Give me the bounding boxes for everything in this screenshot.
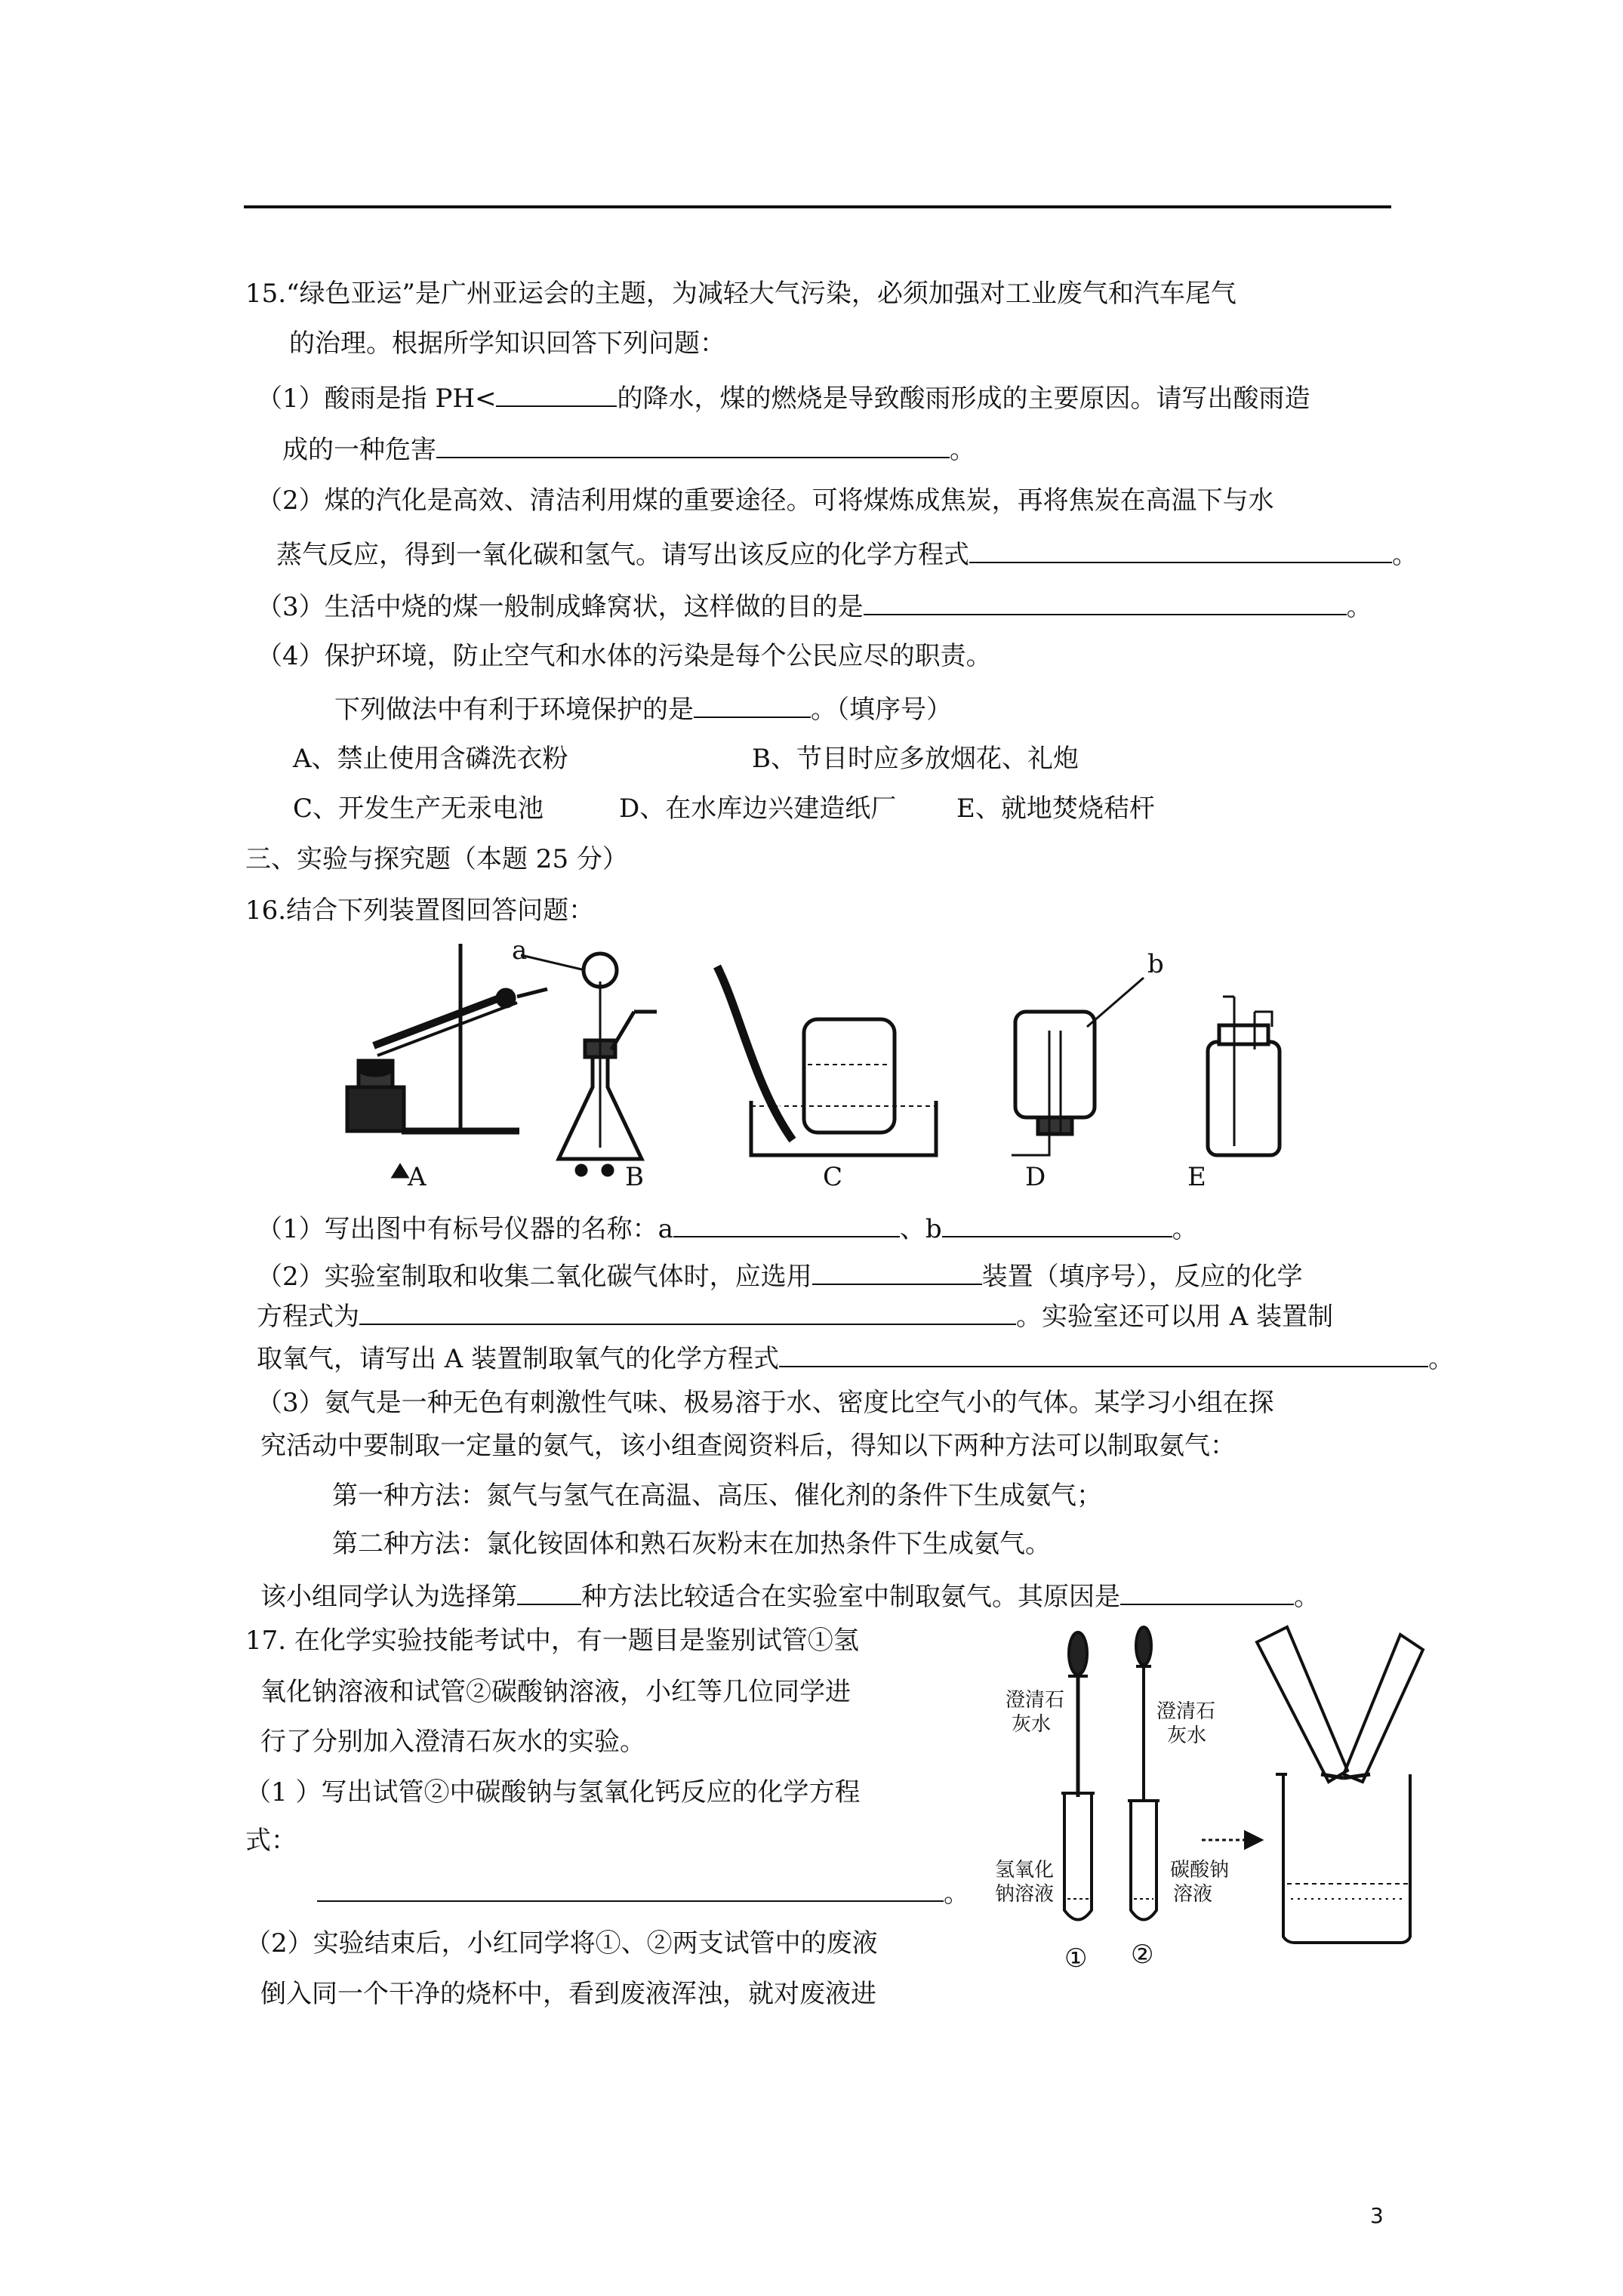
answer-blank-reason[interactable]	[1120, 1578, 1294, 1605]
q17-line2: 氧化钠溶液和试管②碳酸钠溶液，小红等几位同学进	[260, 1677, 851, 1707]
q15-part1-cont: 成的一种危害 。	[282, 431, 975, 466]
test-tube-figure	[989, 1620, 1427, 1989]
answer-blank-instrument-a[interactable]	[673, 1210, 900, 1237]
q16-p2-text-b: 装置（填序号），反应的化学	[981, 1262, 1303, 1292]
header-rule	[244, 205, 1391, 208]
option-b: B、节目时应多放烟花、礼炮	[752, 744, 1079, 774]
q16-p2-text-d: 。实验室还可以用 A 装置制	[1016, 1302, 1334, 1332]
apparatus-a-image	[347, 944, 547, 1176]
label-a: A	[408, 1162, 427, 1192]
label-naoh-line1: 氢氧化	[995, 1859, 1055, 1881]
answer-blank-co2-equation[interactable]	[359, 1298, 1016, 1325]
label-tube-1: ①	[1064, 1943, 1088, 1974]
q15-part4-cont	[334, 691, 952, 726]
q15-p2-text-b: 蒸气反应，得到一氧化碳和氢气。请写出该反应的化学方程式	[276, 540, 969, 570]
q16-p2-text-c: 方程式为	[257, 1302, 359, 1332]
label-e: E	[1187, 1162, 1206, 1192]
marker-b: b	[1147, 949, 1164, 979]
q16-concl-text-a: 该小组同学认为选择第	[260, 1582, 517, 1612]
answer-blank-purpose[interactable]	[864, 588, 1347, 615]
apparatus-d-image	[1012, 978, 1144, 1155]
q15-p4-text-a: 下列做法中有利于环境保护的是	[334, 695, 694, 725]
q16-intro: 16.结合下列装置图回答问题：	[245, 895, 595, 926]
q15-part2: （2）煤的汽化是高效、清洁利用煤的重要途径。可将煤炼成焦炭，再将焦炭在高温下与水	[257, 485, 1274, 516]
answer-blank-choice[interactable]	[694, 691, 811, 718]
label-naoh-line2: 钠溶液	[995, 1883, 1055, 1906]
q16-p2-text-a: （2）实验室制取和收集二氧化碳气体时，应选用	[257, 1262, 812, 1292]
q15-p1-text-a: （1）酸雨是指 PH<	[257, 384, 497, 414]
answer-blank-method[interactable]	[517, 1578, 581, 1605]
q16-conclusion: 该小组同学认为选择第 种方法比较适合在实验室中制取氨气。其原因是 。	[260, 1578, 1320, 1613]
label-na2co3-line1: 碳酸钠	[1170, 1859, 1230, 1881]
q16-p1-text-b: 、b	[899, 1214, 942, 1244]
label-b: B	[625, 1162, 644, 1192]
q15-p1-text-c: 成的一种危害	[282, 435, 436, 465]
q17-part1-cont: 式：	[245, 1826, 297, 1856]
section-heading: 三、实验与探究题（本题 25 分）	[245, 844, 628, 874]
label-limewater-1-line1: 澄清石	[1006, 1689, 1065, 1712]
q16-p1-text-a: （1）写出图中有标号仪器的名称：a	[257, 1214, 673, 1244]
q17-line1: 17. 在化学实验技能考试中，有一题目是鉴别试管①氢	[245, 1626, 859, 1656]
label-tube-2: ②	[1131, 1940, 1154, 1970]
q15-line2: 的治理。根据所学知识回答下列问题：	[289, 328, 725, 359]
answer-blank-device[interactable]	[812, 1258, 982, 1285]
q17-line3: 行了分别加入澄清石灰水的实验。	[260, 1727, 645, 1757]
q16-part1: （1）写出图中有标号仪器的名称：a 、b 。	[257, 1210, 1198, 1245]
answer-blank-na2co3-equation[interactable]	[317, 1875, 944, 1902]
page-number: 3	[1370, 2203, 1384, 2228]
apparatus-figure	[332, 936, 1298, 1193]
q15-p3-text: （3）生活中烧的煤一般制成蜂窝状，这样做的目的是	[257, 592, 864, 622]
label-limewater-2-line1: 澄清石	[1156, 1700, 1216, 1723]
q15-part3: （3）生活中烧的煤一般制成蜂窝状，这样做的目的是 。	[257, 588, 1372, 623]
q16-p2-text-e: 取氧气，请写出 A 装置制取氧气的化学方程式	[257, 1344, 780, 1374]
q15-p1-text-b: 的降水，煤的燃烧是导致酸雨形成的主要原因。请写出酸雨造	[617, 384, 1310, 414]
method-two: 第二种方法：氯化铵固体和熟石灰粉末在加热条件下生成氨气。	[332, 1529, 1051, 1559]
q16-part3-cont: 究活动中要制取一定量的氨气，该小组查阅资料后，得知以下两种方法可以制取氨气：	[260, 1431, 1236, 1461]
q16-part2	[257, 1258, 1303, 1293]
q17-part1: （1 ）写出试管②中碳酸钠与氢氧化钙反应的化学方程	[245, 1777, 861, 1808]
answer-blank-ph[interactable]	[496, 380, 617, 407]
option-d: D、在水库边兴建造纸厂	[619, 794, 897, 824]
q16-concl-text-b: 种方法比较适合在实验室中制取氨气。其原因是	[581, 1582, 1120, 1612]
label-na2co3-line2: 溶液	[1173, 1883, 1213, 1906]
q15-line1: 15.“绿色亚运”是广州亚运会的主题，为减轻大气污染，必须加强对工业废气和汽车尾气	[245, 279, 1236, 309]
answer-blank-harm[interactable]	[436, 431, 950, 458]
apparatus-e-image	[1208, 997, 1280, 1155]
option-c: C、开发生产无汞电池	[293, 794, 544, 824]
q17-part2: （2）实验结束后，小红同学将①、②两支试管中的废液	[245, 1928, 878, 1959]
q17-answer-line: 。	[317, 1875, 969, 1909]
option-a: A、禁止使用含磷洗衣粉	[293, 744, 568, 774]
marker-a: a	[512, 936, 528, 966]
answer-blank-equation-coal[interactable]	[969, 536, 1392, 563]
answer-blank-instrument-b[interactable]	[942, 1210, 1172, 1237]
q15-part1	[257, 380, 1310, 415]
q16-part3: （3）氨气是一种无色有刺激性气味、极易溶于水、密度比空气小的气体。某学习小组在探	[257, 1388, 1274, 1418]
label-c: C	[823, 1162, 843, 1192]
method-one: 第一种方法：氮气与氢气在高温、高压、催化剂的条件下生成氨气；	[332, 1481, 1102, 1511]
apparatus-c-image	[717, 966, 936, 1155]
q15-part4: （4）保护环境，防止空气和水体的污染是每个公民应尽的职责。	[257, 641, 992, 671]
option-e: E、就地焚烧秸杆	[956, 794, 1155, 824]
q16-part2-cont	[257, 1298, 1333, 1333]
q17-part2-cont: 倒入同一个干净的烧杯中，看到废液浑浊，就对废液进	[260, 1979, 876, 2009]
label-d: D	[1025, 1162, 1046, 1192]
q16-part2-cont2: 取氧气，请写出 A 装置制取氧气的化学方程式 。	[257, 1340, 1454, 1375]
q15-part2-cont: 蒸气反应，得到一氧化碳和氢气。请写出该反应的化学方程式 。	[276, 536, 1418, 571]
label-limewater-1-line2: 灰水	[1012, 1713, 1052, 1736]
q15-p4-text-b: 。（填序号）	[811, 695, 952, 725]
answer-blank-o2-equation[interactable]	[779, 1340, 1428, 1367]
label-limewater-2-line2: 灰水	[1167, 1724, 1207, 1747]
apparatus-b-image	[521, 954, 657, 1175]
